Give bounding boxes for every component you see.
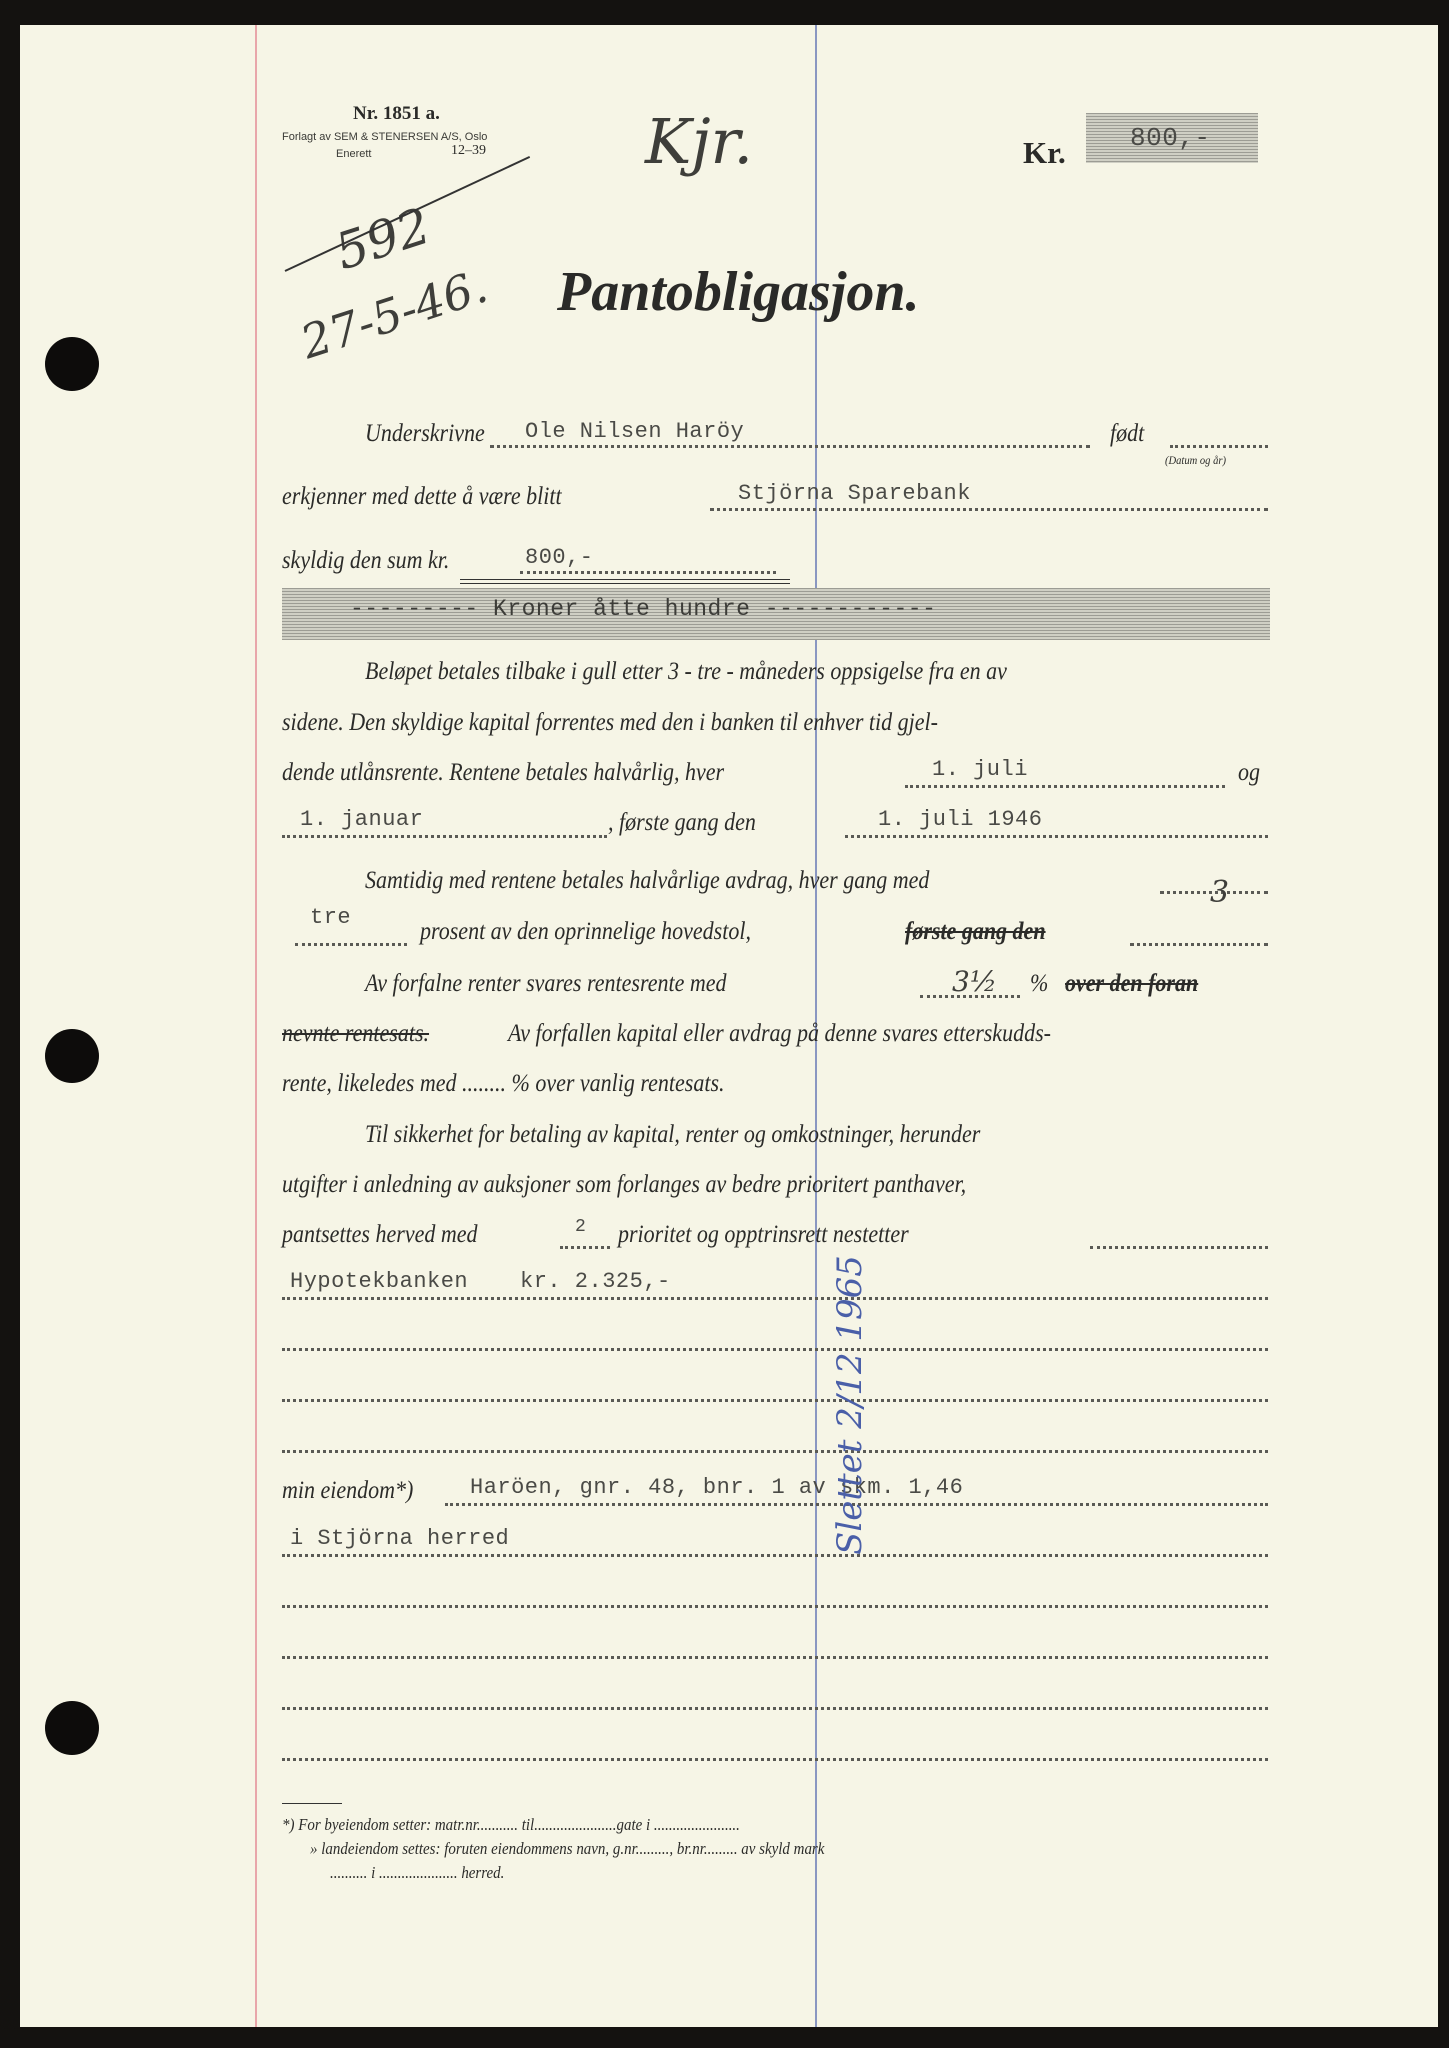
amount-value: 800,-: [1130, 123, 1211, 153]
cancellation-note: Slettet 2/12 1965: [830, 1255, 870, 1555]
journal-number: 592: [328, 196, 438, 282]
installment-percent: 3: [1210, 875, 1230, 910]
struck-text: nevnte rentesats.: [282, 1020, 430, 1047]
struck-text: første gang den: [905, 918, 1046, 945]
punch-hole: [45, 337, 99, 391]
handwritten-mark: Kjr.: [645, 105, 754, 178]
footnote-text: » landeiendom settes: foruten eiendommens navn, g.nr........., br.nr......... av skyld mark: [310, 1839, 825, 1858]
terms-text: Av forfallen kapital eller avdrag på denne svares etterskudds-: [508, 1020, 1051, 1047]
terms-text: Samtidig med rentene betales halvårlige avdrag, hver gang med: [365, 867, 930, 894]
footnote-text: .......... i ..................... herred.: [330, 1863, 505, 1882]
dotted-line: [905, 785, 1225, 788]
dotted-line: [1130, 943, 1268, 946]
journal-date: 27-5-46.: [294, 258, 494, 370]
terms-text: Til sikkerhet for betaling av kapital, renter og omkostninger, herunder: [365, 1121, 981, 1148]
sum-value: 800,-: [525, 545, 594, 570]
property-line-2: i Stjörna herred: [290, 1526, 510, 1551]
dotted-line: [282, 1707, 1268, 1710]
terms-text: pantsettes herved med: [282, 1221, 478, 1248]
punch-hole: [45, 1029, 99, 1083]
property-line-1: Haröen, gnr. 48, bnr. 1 av skm. 1,46: [470, 1475, 964, 1500]
publisher-line: Forlagt av SEM & STENERSEN A/S, Oslo: [282, 131, 488, 143]
dotted-line: [282, 1399, 1268, 1402]
dotted-line: [1090, 1246, 1268, 1249]
dotted-line: [282, 1605, 1268, 1608]
terms-text: utgifter i anledning av auksjoner som forlanges av bedre prioritert panthaver,: [282, 1171, 967, 1198]
dotted-line: [282, 1554, 1268, 1557]
undersigned-value: Ole Nilsen Haröy: [525, 419, 745, 444]
dotted-line: [282, 835, 607, 838]
interest-date-1: 1. juli: [932, 757, 1028, 782]
dotted-line: [282, 1450, 1268, 1453]
dotted-line: [1170, 445, 1268, 448]
form-number: Nr. 1851 a.: [353, 103, 440, 124]
installment-words: tre: [310, 905, 352, 930]
dotted-line: [282, 1758, 1268, 1761]
terms-text: Beløpet betales tilbake i gull etter 3 - tre - måneders oppsigelse fra en av: [365, 658, 1007, 685]
prior-lien-amount: kr. 2.325,-: [520, 1269, 671, 1294]
born-hint: (Datum og år): [1165, 453, 1227, 467]
rights-line: Enerett: [336, 148, 372, 160]
footnote-text: *) For byeiendom setter: matr.nr........... til......................gate i .......................: [282, 1815, 740, 1834]
acknowledge-label: erkjenner med dette å være blitt: [282, 483, 562, 510]
footnote-rule: [282, 1803, 342, 1804]
terms-text: dende utlånsrente. Rentene betales halvårlig, hver: [282, 759, 725, 786]
punch-hole: [45, 1701, 99, 1755]
dotted-line: [560, 1246, 610, 1249]
amount-words: --------- Kroner åtte hundre ------------: [350, 596, 937, 622]
terms-text: og: [1238, 759, 1260, 786]
struck-text: over den foran: [1065, 970, 1199, 997]
dotted-line: [295, 943, 407, 946]
page-title: Pantobligasjon.: [557, 261, 920, 323]
first-payment-date: 1. juli 1946: [878, 807, 1043, 832]
priority-value: 2: [575, 1217, 587, 1237]
amount-label: Kr.: [1023, 135, 1066, 170]
edition: 12–39: [451, 143, 486, 158]
creditor-value: Stjörna Sparebank: [738, 481, 971, 506]
red-margin-line: [255, 25, 257, 2027]
terms-text: sidene. Den skyldige kapital forrentes med den i banken til enhver tid gjel-: [282, 709, 938, 736]
prior-lien-holder: Hypotekbanken: [290, 1269, 469, 1294]
dotted-line: [520, 571, 776, 574]
dotted-line: [490, 445, 1090, 448]
sum-underline: [460, 579, 790, 584]
terms-text: %: [1030, 970, 1049, 997]
terms-text: prioritet og opptrinsrett nestetter: [618, 1221, 909, 1248]
compound-interest-rate: 3½: [952, 965, 997, 998]
dotted-line: [282, 1348, 1268, 1351]
terms-text: Av forfalne renter svares rentesrente med: [365, 970, 727, 997]
dotted-line: [710, 508, 1268, 511]
terms-text: rente, likeledes med ........ % over vanlig rentesats.: [282, 1070, 725, 1097]
interest-date-2: 1. januar: [300, 807, 424, 832]
terms-text: prosent av den oprinnelige hovedstol,: [420, 918, 751, 945]
document-page: [20, 25, 1438, 2027]
dotted-line: [845, 835, 1268, 838]
born-label: født: [1110, 420, 1145, 447]
sum-label: skyldig den sum kr.: [282, 547, 450, 574]
dotted-line: [282, 1297, 1268, 1300]
dotted-line: [282, 1656, 1268, 1659]
undersigned-label: Underskrivne: [365, 420, 485, 447]
property-label: min eiendom*): [282, 1477, 414, 1504]
terms-text: , første gang den: [608, 809, 756, 836]
